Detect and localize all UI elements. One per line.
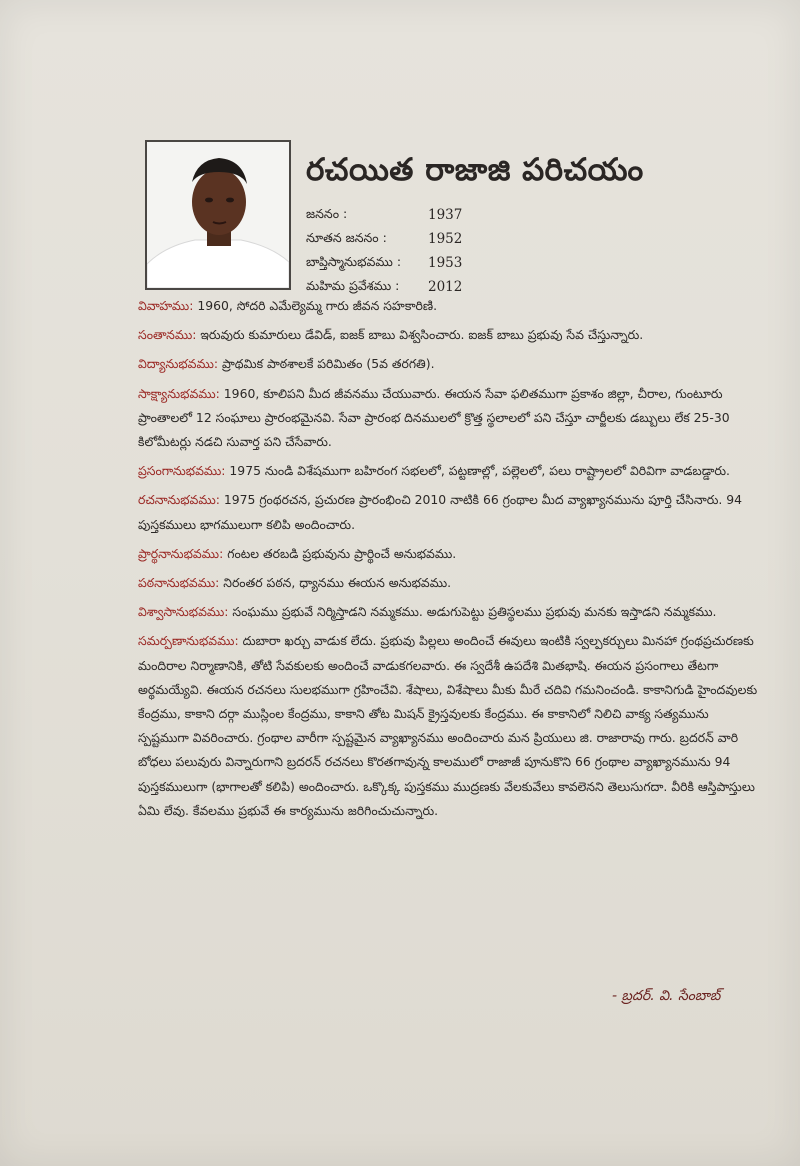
paragraph-label: ప్రసంగానుభవము:	[138, 463, 226, 479]
paragraph-text: నిరంతర పఠన, ధ్యానము ఈయన అనుభవము.	[219, 575, 452, 591]
paragraph-label: సాక్ష్యానుభవము:	[138, 385, 220, 401]
paragraph-text: గంటల తరబడి ప్రభువును ప్రార్థించే అనుభవము.	[223, 545, 457, 561]
paragraph-text: 1960, సోదరి ఎమేల్యెమ్మ గారు జీవన సహకారిణి.	[193, 298, 438, 313]
paragraph-text: దుబారా ఖర్చు వాడుక లేదు. ప్రభువు పిల్లలు అందించే ఈవులు ఇంటికి స్వల్పకర్చులు మినహా గ్రంథప్రచురణకు మందిరాల నిర్మాణానికి, తోటి సేవకులకు అందించే వాడుకగలవారు. ఈ స్వదేశీ ఉపదేశి మితభాషి. ఈయన ప్రసంగాలు తేటగా అర్థమయ్యేవి. ఈయన రచనలు సులభముగా గ్రహించేవి. శేషాలు, విశేషాలు మీకు మీరే చదివి గమనించండి. కాకానిగుడి హైందవులకు కేంద్రము, కాకాని దర్గా ముస్లింల కేంద్రము, కాకాని తోట మిషన్ క్రైస్తవులకు కేంద్రము. ఈ కాకానిలో నిలిచి వాక్య సత్యమును స్పష్టముగా వివరించారు. గ్రంథాల వారీగా స్పష్టమైన వ్యాఖ్యానము అందించారు మన ప్రియులు జి. రాజారావు గారు. బ్రదరన్ వారి బోధలు పలువురు విన్నారుగాని బ్రదరన్ రచనలు కొరతగావున్న కాలములో రాజాజీ పూనుకొని 66 గ్రంథాల వ్యాఖ్యానమును 94 పుస్తకములుగా (భాగాలతో కలిపి) అందించారు. ఒక్కొక్క పుస్తకము ముద్రణకు వేలకువేలు కావలెనని తెలుసుగదా. వీరికి ఆస్తిపాస్తులు ఏమి లేవు. కేవలము ప్రభువే ఈ కార్యమును జరిగించుచున్నారు.	[138, 633, 758, 818]
signature: - బ్రదర్. వి. సేంబాబ్	[612, 988, 721, 1004]
bio-value: 2012	[428, 279, 463, 295]
paragraph-text: 1975 గ్రంథరచన, ప్రచురణ ప్రారంభించి 2010 నాటికి 66 గ్రంథాల మీద వ్యాఖ్యానమును పూర్తి చేసినారు. 94 పుస్తకములు భాగములుగా కలిపి అందించారు.	[138, 492, 743, 532]
bio-value: 1952	[428, 231, 463, 247]
paragraph-label: ప్రార్థనానుభవము:	[138, 545, 224, 561]
paragraph-label: సంతానము:	[138, 327, 197, 343]
bio-value: 1937	[428, 207, 463, 223]
paragraph-text: సంఘము ప్రభువే నిర్మిస్తాడని నమ్మకము. అడుగుపెట్టు ప్రతిస్థలము ప్రభువు మనకు ఇస్తాడని నమ్మకము.	[228, 604, 717, 620]
bio-label: జననం :	[306, 205, 348, 221]
portrait-image	[147, 142, 289, 288]
page-title: రచయిత రాజాజి పరిచయం	[306, 152, 644, 188]
bio-label: నూతన జననం :	[306, 229, 387, 245]
bio-label: మహిమ ప్రవేశము :	[306, 277, 400, 293]
paragraph-label: విశ్వాసానుభవము:	[138, 604, 229, 620]
paragraph-preaching	[138, 459, 760, 483]
paragraph-label: విద్యానుభవము:	[138, 356, 219, 372]
author-photo	[145, 140, 291, 290]
paragraph-text: ఇరువురు కుమారులు డేవిడ్, ఐజక్ బాబు విశ్వసించారు. ఐజక్ బాబు ప్రభువు సేవ చేస్తున్నారు.	[196, 327, 644, 343]
biography-body	[138, 294, 760, 828]
paragraph-text: 1975 నుండి విశేషముగా బహిరంగ సభలలో, పట్టణాల్లో, పల్లెలలో, పలు రాష్ట్రాలలో విరివిగా వాడబడ్డారు.	[225, 463, 730, 479]
paragraph-writing	[138, 488, 760, 536]
paragraph-testimony	[138, 382, 760, 455]
paragraph-label: వివాహము:	[138, 298, 194, 313]
paragraph-education	[138, 352, 760, 376]
bio-label: బాప్తిస్మానుభవము :	[306, 253, 402, 269]
bio-row-new-birth	[306, 227, 462, 251]
bio-row-birth	[306, 203, 462, 227]
bio-value: 1953	[428, 255, 463, 271]
paragraph-label: రచనానుభవము:	[138, 492, 220, 508]
paragraph-text: 1960, కూలిపని మీద జీవనము చేయువారు. ఈయన సేవా ఫలితముగా ప్రకాశం జిల్లా, చీరాల, గుంటూరు ప్రాంతాలలో 12 సంఘాలు ప్రారంభమైనవి. సేవా ప్రారంభ దినములలో క్రొత్త స్థలాలలో పని చేస్తూ చార్జీలకు డబ్బులు లేక 25-30 కిలోమీటర్లు నడచి సువార్త పని చేసేవారు.	[138, 385, 730, 450]
paragraph-label: పఠనానుభవము:	[138, 575, 220, 591]
bio-row-baptism	[306, 251, 462, 275]
paragraph-marriage	[138, 294, 760, 318]
paragraph-prayer	[138, 542, 760, 566]
bio-details	[306, 203, 462, 299]
paragraph-text: ప్రాథమిక పాఠశాలకే పరిమితం (5వ తరగతి).	[218, 356, 435, 372]
paragraph-label: సమర్పణానుభవము:	[138, 633, 239, 649]
paragraph-reading	[138, 571, 760, 595]
paragraph-faith	[138, 600, 760, 624]
paragraph-dedication	[138, 629, 760, 823]
paragraph-children	[138, 323, 760, 347]
